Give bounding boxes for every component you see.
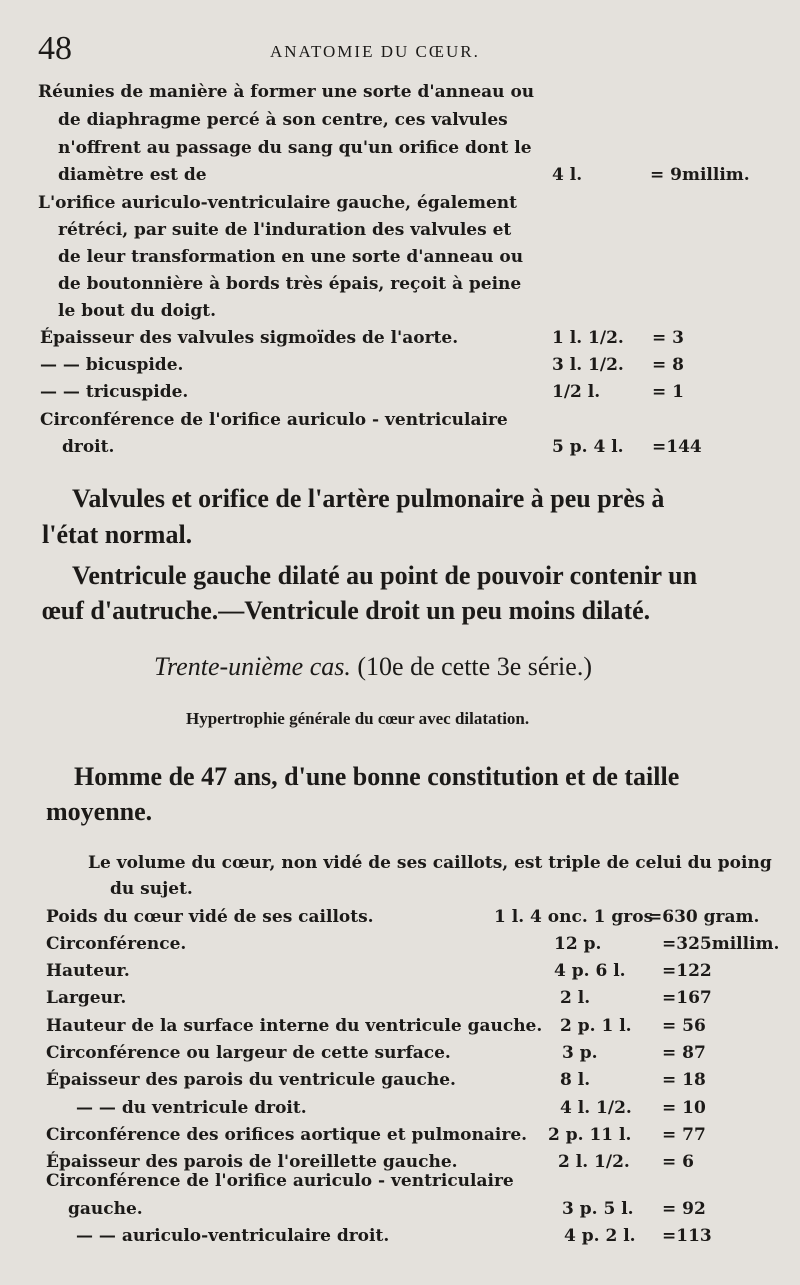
page-number: 48	[38, 30, 72, 67]
para1-value-mm: = 9millim.	[650, 165, 750, 185]
measure-row	[40, 382, 760, 410]
measure-row	[40, 355, 760, 383]
circ-gauche-line-1: Circonférence de l'orifice auriculo - ventriculaire	[46, 1171, 514, 1191]
circ-gauche-value-metric: = 92	[662, 1199, 706, 1219]
circ-gauche-line-2: gauche.	[68, 1199, 143, 1219]
measure-value-imperial: 12 p.	[554, 934, 602, 954]
circ-droit-value-metric: =144	[652, 437, 702, 457]
measure-value-metric: =167	[662, 988, 712, 1008]
measure-value-imperial: 1 l. 1/2.	[552, 328, 624, 348]
measure-row	[46, 934, 780, 962]
measure-row	[46, 988, 766, 1016]
measure-value-imperial: 4 l. 1/2.	[560, 1098, 632, 1118]
measure-row	[46, 1125, 766, 1153]
measure-value-metric: =630 gram.	[648, 907, 760, 927]
measure-description: Hauteur de la surface interne du ventricule gauche.	[46, 1016, 543, 1036]
measure-row	[46, 1098, 766, 1126]
ventricule-para-line-2: œuf d'autruche.—Ventricule droit un peu moins dilaté.	[42, 596, 651, 625]
para1-line-3: n'offrent au passage du sang qu'un orifice dont le	[58, 138, 532, 158]
patient-line-2: moyenne.	[46, 797, 153, 826]
measure-value-metric: = 10	[662, 1098, 706, 1118]
circ-gauche-value-imperial: 3 p. 5 l.	[562, 1199, 634, 1219]
patient-line-1: Homme de 47 ans, d'une bonne constitution et de taille	[74, 762, 680, 791]
measure-description: Circonférence ou largeur de cette surface.	[46, 1043, 451, 1063]
valvules-para-line-2: l'état normal.	[42, 520, 193, 549]
measure-value-metric: =325millim.	[662, 934, 780, 954]
measure-value-imperial: 2 l. 1/2.	[558, 1152, 630, 1172]
valvules-para-line-1: Valvules et orifice de l'artère pulmonaire à peu près à	[72, 484, 665, 513]
measure-value-imperial: 8 l.	[560, 1070, 591, 1090]
circ-droit-line-2: droit.	[62, 437, 115, 457]
measure-value-imperial: 3 l. 1/2.	[552, 355, 624, 375]
measure-row	[46, 1070, 766, 1098]
volume-line-1: Le volume du cœur, non vidé de ses caillots, est triple de celui du poing	[88, 853, 772, 873]
measure-value-metric: =113	[662, 1226, 712, 1246]
measure-value-imperial: 1 l. 4 onc. 1 gros	[494, 907, 654, 927]
measure-value-metric: =122	[662, 961, 712, 981]
measure-value-imperial: 1/2 l.	[552, 382, 601, 402]
case-heading	[154, 652, 592, 682]
measure-value-imperial: 4 p. 6 l.	[554, 961, 626, 981]
measure-description: Hauteur.	[46, 961, 130, 981]
measure-value-metric: = 87	[662, 1043, 706, 1063]
circ-droit-value-imperial: 5 p. 4 l.	[552, 437, 624, 457]
measure-value-imperial: 2 l.	[560, 988, 591, 1008]
measure-value-imperial: 4 p. 2 l.	[564, 1226, 636, 1246]
measure-row	[46, 1043, 766, 1071]
measure-value-imperial: 3 p.	[562, 1043, 598, 1063]
running-title: ANATOMIE DU CŒUR.	[270, 42, 480, 61]
para2-line-4: de boutonnière à bords très épais, reçoit à peine	[58, 274, 522, 294]
measure-description: Épaisseur des valvules sigmoïdes de l'aorte.	[40, 328, 459, 348]
page-header	[38, 30, 758, 70]
measure-description: Largeur.	[46, 988, 127, 1008]
circ-droit-line-1: Circonférence de l'orifice auriculo - ventriculaire	[40, 410, 508, 430]
para2-line-3: de leur transformation en une sorte d'anneau ou	[58, 247, 524, 267]
measure-value-imperial: 2 p. 1 l.	[560, 1016, 632, 1036]
measure-description: — — bicuspide.	[40, 355, 184, 375]
measure-description: Poids du cœur vidé de ses caillots.	[46, 907, 374, 927]
measure-value-metric: = 18	[662, 1070, 706, 1090]
measure-description: Circonférence.	[46, 934, 187, 954]
measure-description: Circonférence des orifices aortique et pulmonaire.	[46, 1125, 528, 1145]
measure-description: — — tricuspide.	[40, 382, 189, 402]
para1-value-lines: 4 l.	[552, 165, 583, 185]
para1-line-1: Réunies de manière à former une sorte d'anneau ou	[38, 82, 535, 102]
measure-row	[46, 907, 766, 935]
case-series: (10e de cette 3e série.)	[357, 652, 592, 681]
para2-line-2: rétréci, par suite de l'induration des valvules et	[58, 220, 512, 240]
para1-line-4: diamètre est de	[58, 165, 207, 185]
para1-line-2: de diaphragme percé à son centre, ces valvules	[58, 110, 508, 130]
measure-value-metric: = 3	[652, 328, 684, 348]
measure-description: — — auriculo-ventriculaire droit.	[76, 1226, 390, 1246]
measure-value-imperial: 2 p. 11 l.	[548, 1125, 632, 1145]
measure-value-metric: = 77	[662, 1125, 706, 1145]
measure-row	[40, 328, 760, 356]
ventricule-para-line-1: Ventricule gauche dilaté au point de pouvoir contenir un	[72, 561, 698, 590]
case-title: Trente-unième cas.	[154, 652, 351, 681]
measure-description: — — du ventricule droit.	[76, 1098, 307, 1118]
measure-description: Épaisseur des parois du ventricule gauche.	[46, 1070, 456, 1090]
para2-line-1: L'orifice auriculo-ventriculaire gauche, également	[38, 193, 517, 213]
measure-row	[76, 1226, 796, 1254]
para2-line-5: le bout du doigt.	[58, 301, 217, 321]
measure-value-metric: = 56	[662, 1016, 706, 1036]
measure-description: Épaisseur des parois de l'oreillette gauche.	[46, 1152, 458, 1172]
measure-row	[46, 1016, 766, 1044]
measure-row	[46, 961, 766, 989]
volume-line-2: du sujet.	[110, 879, 193, 899]
measure-value-metric: = 1	[652, 382, 684, 402]
measure-value-metric: = 6	[662, 1152, 694, 1172]
case-subtitle: Hypertrophie générale du cœur avec dilatation.	[186, 709, 530, 728]
measure-value-metric: = 8	[652, 355, 684, 375]
